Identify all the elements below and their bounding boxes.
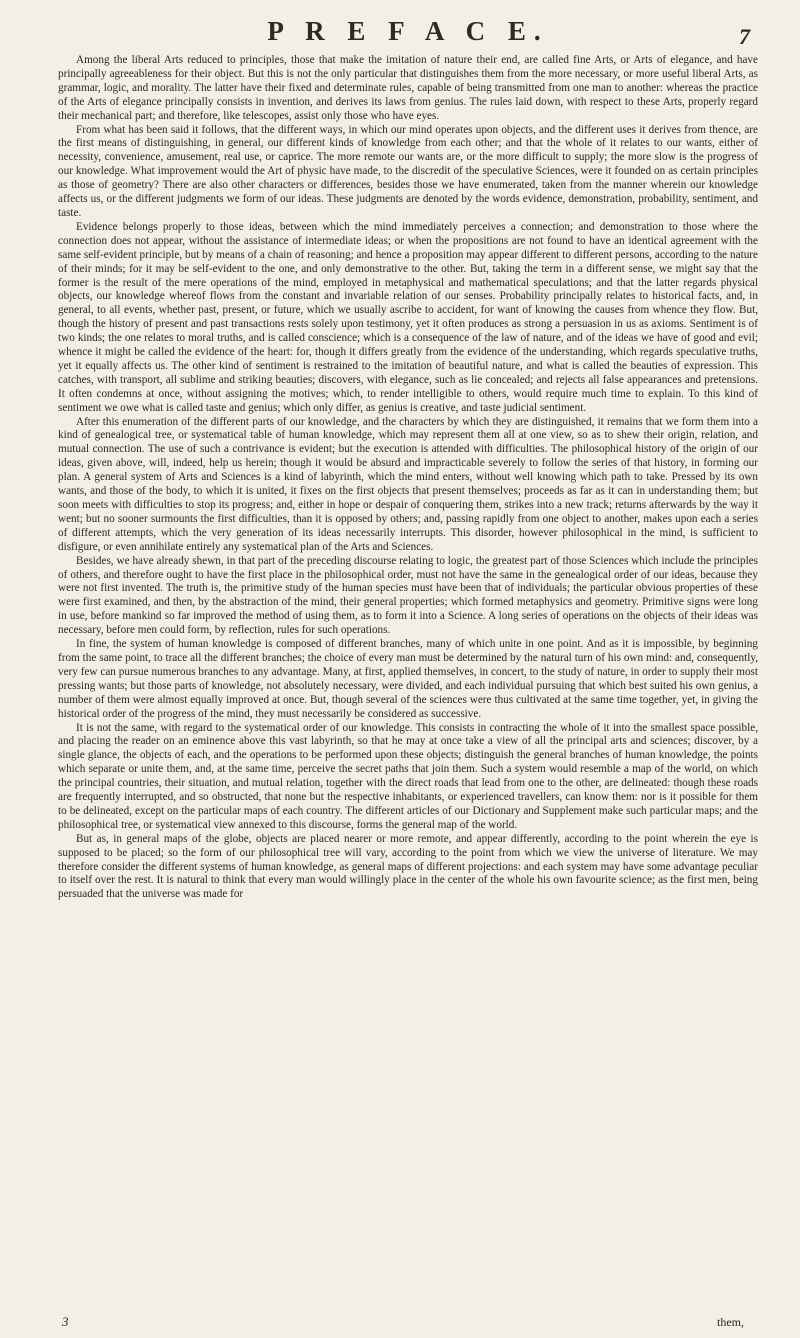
paragraph: After this enumeration of the different parts of our knowledge, and the characters by which they are distinguished, it remains that we form them into a kind of genealogical tree, or systematical table of human knowledge, which may represent them all at one view, so as to shew their origin, relation, and mutual connection. The use of such a contrivance is evident; but the execution is attended with difficulties. The philosophical history of the origin of our ideas, given above, will, indeed, help us herein; though it would be absurd and impracticable severely to follow the series of that history, in forming our plan. A general system of Arts and Sciences is a kind of labyrinth, which the mind enters, without well knowing which path to take. Pressed by its own wants, and those of the body, to which it is united, it fixes on the first objects that present themselves; proceeds as far as it can in understanding them; but soon meets with difficulties to stop its progress; and, either in hope or despair of conquering them, strikes into a new track; returns afterwards by the way it went; but no sooner surmounts the first difficulties, than it is opposed by others; and, passing rapidly from one object to another, makes upon each a series of different attempts, which the very generation of its ideas necessarily interrupts. This disorder, however philosophical in the mind, is sufficient to disfigure, or even annihilate entirely any systematical plan of the Arts and Sciences. <box>58 415 758 553</box>
paragraph: Evidence belongs properly to those ideas, between which the mind immediately perceives a connection; and demonstration to those where the connection does not appear, without the assistance of intermediate ideas; or when the propositions are not found to have an identical agreement with the same self-evident principle, but by means of a chain of reasoning; and hence a proposition may appear different to different persons, according to the nature of their minds; for it may be self-evident to the one, and only demonstrative to the other. But, taking the term in a different sense, we might say that the former is the result of the mere operations of the mind, employed in metaphysical and mathematical speculations; and that the latter regards physical objects, our knowledge whereof flows from the constant and invariable relation of our senses. Probability principally relates to historical facts, and, in general, to all events, whether past, present, or future, which we usually ascribe to accident, for want of knowing the causes from whence they flow. But, though the history of present and past transactions rests solely upon testimony, yet it often produces as strong a persuasion in us as axioms. Sentiment is of two kinds; the one relates to moral truths, and is called conscience; which is a consequence of the law of nature, and of the ideas we have of good and evil; whence it might be called the evidence of the heart: for, though it differs greatly from the evidence of the understanding, which regards speculative truths, yet it equally affects us. The other kind of sentiment is restrained to the imitation of beautiful nature, and what is called the beauties of expression. This catches, with transport, all sublime and striking beauties; discovers, with elegance, such as lie concealed; and rejects all false appearances and pretensions. It often condemns at once, without assigning the motives; which, to render intelligible to others, would require much time to explain. To this kind of sentiment we owe what is called taste and genius; which only differ, as genius is creative, and taste judicial sentiment. <box>58 220 758 414</box>
paragraph: Besides, we have already shewn, in that part of the preceding discourse relating to logic, the greatest part of those Sciences which include the principles of others, and therefore ought to have the first place in the philosophical order, must not have the same in the genealogical order of our ideas, because they were not first invented. The truth is, the primitive study of the human species must have been that of individuals; the particular obvious properties of these were first examined, and then, by the abstraction of the mind, their general properties; which formed metaphysics and geometry. Primitive signs were long in use, before mankind so far improved the method of using them, as to form it into a Science. A long series of operations on the objects of their ideas was necessary, before men could form, by reflection, rules for such operations. <box>58 554 758 637</box>
running-head: P R E F A C E. <box>267 16 549 46</box>
paragraph: In fine, the system of human knowledge is composed of different branches, many of which unite in one point. And as it is impossible, by beginning from the same point, to trace all the different branches; the choice of every man must be determined by the natural turn of his own mind: and, consequently, very few can pursue numerous branches to any advantage. Many, at first, applied themselves, in concert, to the study of nature, in order to supply their most pressing wants; but those parts of knowledge, not absolutely necessary, were divided, and each individual pursuing that which best suited his own genius, a number of them were almost equally improved at once. But, though several of the sciences were thus cultivated at the same time together, yet, in giving the historical order of the progress of the mind, they must necessarily be considered as successive. <box>58 638 758 720</box>
signature-mark: 3 <box>62 1314 69 1329</box>
paragraph: It is not the same, with regard to the systematical order of our knowledge. This consists in contracting the whole of it into the smallest space possible, and placing the reader on an eminence above this vast labyrinth, so that he may at once take a view of all the principal arts and sciences; discover, by a single glance, the objects of each, and the operations to be performed upon these objects; distinguish the general branches of human knowledge, the points which separate or unite them, and, at the same time, perceive the secret paths that join them. Such a system would resemble a map of the world, on which the principal countries, their situation, and mutual relation, together with the direct roads that lead from one to the other, are delineated: though these roads are frequently interrupted, and so obstructed, that none but the respective inhabitants, or experienced travellers, can know them: nor is it possible for them to be delineated, except on the particular maps of each country. The different articles of our Dictionary and Supplement make such particular maps; and the philosophical tree, or systematical view annexed to this discourse, forms the general map of the world. <box>58 721 758 831</box>
page-header <box>58 14 758 54</box>
page-number: 7 <box>739 24 750 49</box>
paragraph: Among the liberal Arts reduced to principles, those that make the imitation of nature their end, are called fine Arts, or Arts of elegance, and have principally agreeableness for their object. But this is not the only particular that distinguishes them from the more necessary, or more useful liberal Arts, as grammar, logic, and morality. The latter have their fixed and determinate rules, capable of being transmitted from one man to another: whereas the practice of the Arts of elegance principally consists in invention, and derives its laws from genius. The rules laid down, with respect to these Arts, properly regard their mechanical part; and therefore, like telescopes, assist only those who have eyes. <box>58 54 758 122</box>
paragraph: But as, in general maps of the globe, objects are placed nearer or more remote, and appear differently, according to the point wherein the eye is supposed to be placed; so the form of our philosophical tree will vary, according to the point from which we view the universe of literature. We may therefore consider the different systems of human knowledge, as general maps of different projections: and each system may have some advantage peculiar to itself over the rest. It is natural to think that every man would willingly place in the center of the whole his own favourite science; as the first men, being persuaded that the universe was made for <box>58 832 758 901</box>
catchword: them, <box>717 1315 744 1329</box>
body-text <box>58 54 758 902</box>
paragraph: From what has been said it follows, that the different ways, in which our mind operates upon objects, and the different uses it derives from thence, are the first means of distinguishing, in general, our different kinds of knowledge from each other; and that the whole of it relates to our wants, either of necessity, convenience, amusement, real use, or caprice. The more remote our wants are, or the more difficult to supply; the more slow is the progress of our knowledge. What improvement would the Art of physic have made, to the discredit of the speculative Sciences, were it founded on as certain principles as those of geometry? There are also other characters or differences, besides those we have enumerated, taken from the manner wherein our knowledge affects us, or the different judgments we form of our ideas. These judgments are denoted by the words evidence, demonstration, probability, sentiment, and taste. <box>58 123 758 219</box>
